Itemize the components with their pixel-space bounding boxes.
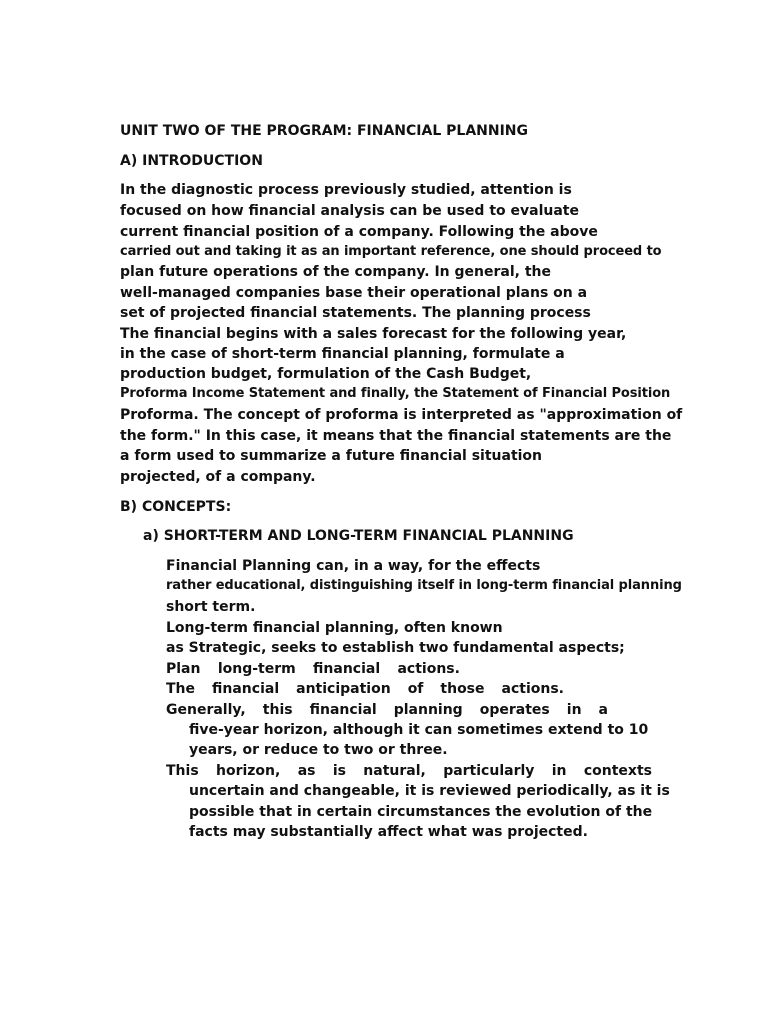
word: Plan (166, 661, 201, 677)
word: horizon, (216, 763, 281, 779)
word: a (598, 702, 608, 718)
intro-line: In the diagnostic process previously studied, attention is (120, 182, 572, 198)
review-continuation: facts may substantially affect what was projected. (189, 824, 588, 840)
intro-line: current financial position of a company. Following the above (120, 224, 598, 240)
section-a-heading: A) INTRODUCTION (120, 153, 263, 169)
intro-line: Proforma Income Statement and finally, the Statement of Financial Position (120, 386, 671, 401)
word: in (566, 702, 582, 718)
intro-line: the form." In this case, it means that the financial statements are the (120, 428, 672, 444)
planning-line: Financial Planning can, in a way, for the effects (166, 558, 541, 574)
intro-line: a form used to summarize a future financial situation (120, 448, 543, 464)
word: operates (479, 702, 550, 718)
word: The (166, 681, 196, 697)
planning-line: rather educational, distinguishing itself in long-term financial planning (166, 578, 682, 593)
horizon-continuation: five-year horizon, although it can sometimes extend to 10 (189, 722, 649, 738)
intro-line: well-managed companies base their operational plans on a (120, 285, 588, 301)
word: particularly (443, 763, 535, 779)
intro-line: carried out and taking it as an important reference, one should proceed to (120, 244, 662, 259)
review-continuation: possible that in certain circumstances the evolution of the (189, 804, 653, 820)
word: anticipation (296, 681, 391, 697)
intro-line: plan future operations of the company. In general, the (120, 264, 551, 280)
word: Generally, (166, 702, 246, 718)
review-line (166, 761, 652, 781)
planning-line: short term. (166, 599, 256, 615)
word: as (297, 763, 316, 779)
document-title: UNIT TWO OF THE PROGRAM: FINANCIAL PLANNING (120, 123, 529, 139)
word: natural, (363, 763, 426, 779)
strategic-line: Long-term financial planning, often known (166, 620, 503, 636)
word: this (262, 702, 293, 718)
word: This (166, 763, 199, 779)
intro-line: in the case of short-term financial planning, formulate a (120, 346, 565, 362)
word: in (551, 763, 567, 779)
word: financial (313, 661, 381, 677)
aspect-anticipation-line (166, 679, 564, 699)
intro-line: projected, of a company. (120, 469, 316, 485)
word: those (440, 681, 485, 697)
word: actions. (501, 681, 564, 697)
intro-line: production budget, formulation of the Cash Budget, (120, 366, 532, 382)
strategic-line: as Strategic, seeks to establish two fundamental aspects; (166, 640, 625, 656)
intro-line: Proforma. The concept of proforma is interpreted as "approximation of (120, 407, 683, 423)
intro-line: The financial begins with a sales forecast for the following year, (120, 326, 627, 342)
word: planning (393, 702, 463, 718)
horizon-continuation: years, or reduce to two or three. (189, 742, 448, 758)
word: contexts (583, 763, 652, 779)
word: of (407, 681, 424, 697)
section-b-subheading: a) SHORT-TERM AND LONG-TERM FINANCIAL PLANNING (143, 528, 574, 544)
review-continuation: uncertain and changeable, it is reviewed periodically, as it is (189, 783, 670, 799)
intro-line: set of projected financial statements. The planning process (120, 305, 591, 321)
aspect-plan-line (166, 659, 460, 679)
word: long-term (217, 661, 296, 677)
horizon-line (166, 700, 608, 720)
intro-line: focused on how financial analysis can be used to evaluate (120, 203, 579, 219)
word: financial (212, 681, 280, 697)
section-b-heading: B) CONCEPTS: (120, 499, 232, 515)
word: is (332, 763, 346, 779)
word: financial (309, 702, 377, 718)
word: actions. (397, 661, 460, 677)
